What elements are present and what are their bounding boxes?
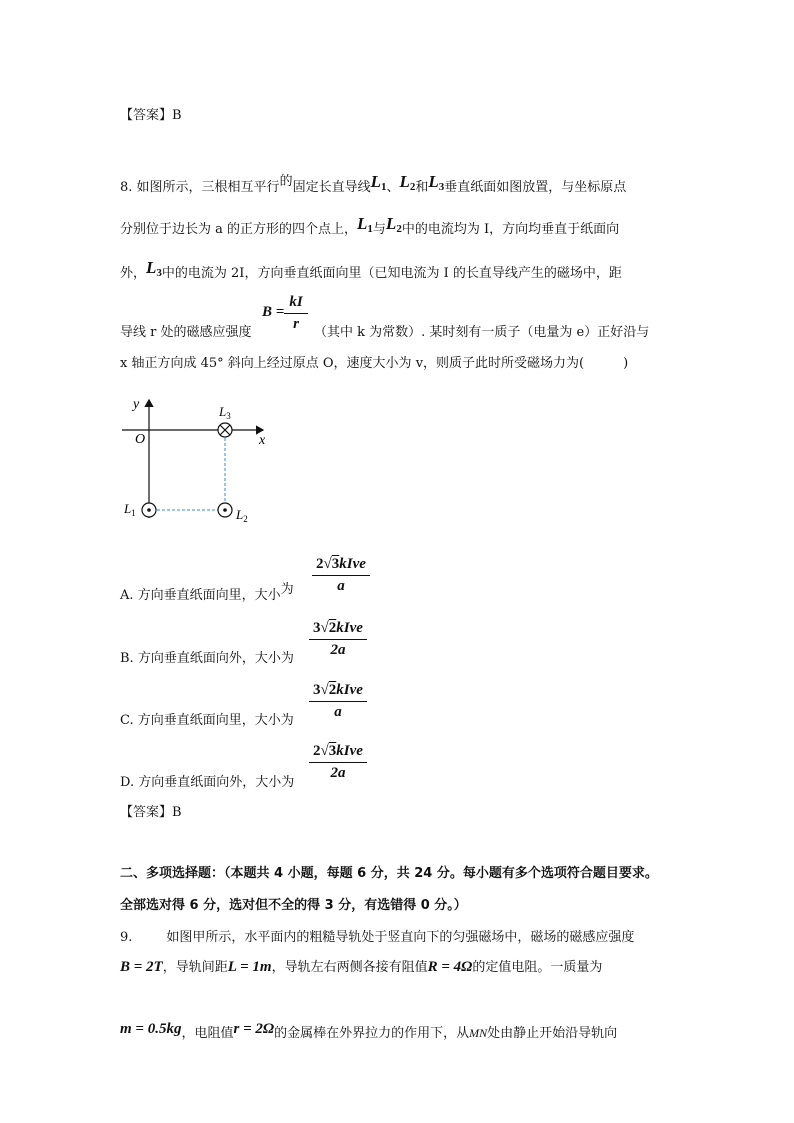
formula-r-4ohm: R = 4Ω [427,959,473,975]
formula-m-05kg: m = 0.5kg [120,1021,182,1037]
q8-answer: 【答案】B [120,805,182,820]
q9-line-3: m = 0.5kg，电阻值r = 2Ω的金属棒在外界拉力的作用下，从MN处由静止开始沿导轨向 [120,1021,618,1041]
q9-line-2: B = 2T，导轨间距L = 1m，导轨左右两侧各接有阻值R = 4Ω的定值电阻。一质量为 [120,959,603,975]
option-c-fraction: 3√2kIve a [309,682,367,721]
wire-l1-symbol: $L_1$ [370,172,387,193]
wire-l3-symbol: $L_3$ [146,258,162,279]
label-l1: $L_1$ [124,501,136,518]
option-b-fraction: 3√2kIve 2a [309,620,367,659]
option-a-fraction: 2√3kIve a [312,556,370,595]
wire-l2-symbol: $L_2$ [399,172,416,193]
q9-number: 9. [120,930,133,945]
formula-b-lhs: B = [262,304,285,320]
section2-line-2: 全部选对得 6 分，选对但不全的得 3 分，有选错得 0 分。） [120,898,467,913]
q8-line-5: x 轴正方向成 45° 斜向上经过原点 O，速度大小为 v，则质子此时所受磁场力为( ) [120,356,629,371]
mn-label: MN [469,1026,488,1040]
formula-r-2ohm: r = 2Ω [233,1021,275,1037]
label-l2: $L_2$ [236,507,248,524]
q8-number: 8. [120,180,133,195]
formula-b-fraction: $\frac{kI}{r}$ [284,294,308,333]
q9-line-1: 9. 如图甲所示，水平面内的粗糙导轨处于竖直向下的匀强磁场中，磁场的磁感应强度 [120,930,635,945]
section2-line-1: 二、多项选择题：（本题共 4 小题，每题 6 分，共 24 分。每小题有多个选项符合题目要求。 [120,866,658,881]
option-d-fraction: 2√3kIve 2a [309,743,367,782]
q8-line-4b: （其中 k 为常数）. 某时刻有一质子（电量为 e）正好沿与 [314,325,650,340]
previous-answer: 【答案】B [120,108,182,123]
coordinate-figure [118,392,278,530]
q8-line-2: 分别位于边长为 a 的正方形的四个点上，$L_1$与$L_2$中的电流均为 I，方向均垂直于纸面向 [120,214,620,237]
wire-l2-symbol: $L_2$ [385,214,402,235]
origin-label: O [135,432,146,447]
y-axis-label: y [133,397,140,412]
q8-line-3: 外，$L_3$中的电流为 2I，方向垂直纸面向里（已知电流为 I 的长直导线产生的磁场中，距 [120,258,622,281]
option-a[interactable]: A. 方向垂直纸面向里，大小为 [120,582,294,603]
x-axis-label: x [259,433,266,448]
wire-l2-dot-icon [218,503,232,517]
q8-line-1: 8. 如图所示，三根相互平行的固定长直导线$L_1$、$L_2$和$L_3$垂直纸面如图放置，与坐标原点 [120,172,627,195]
q8-line-4a: 导线 r 处的磁感应强度 [120,325,252,340]
wire-l1-symbol: $L_1$ [357,214,373,235]
label-l3: $L_3$ [219,404,231,421]
option-d[interactable]: D. 方向垂直纸面向外，大小为 [120,775,295,790]
wire-l3-cross-icon [218,423,232,437]
formula-l-1m: L = 1m [227,959,272,975]
option-c[interactable]: C. 方向垂直纸面向里，大小为 [120,713,294,728]
wire-l3-symbol: $L_3$ [428,172,445,193]
option-b[interactable]: B. 方向垂直纸面向外，大小为 [120,651,294,666]
wire-l1-dot-icon [142,503,156,517]
formula-b-2t: B = 2T [120,959,163,975]
